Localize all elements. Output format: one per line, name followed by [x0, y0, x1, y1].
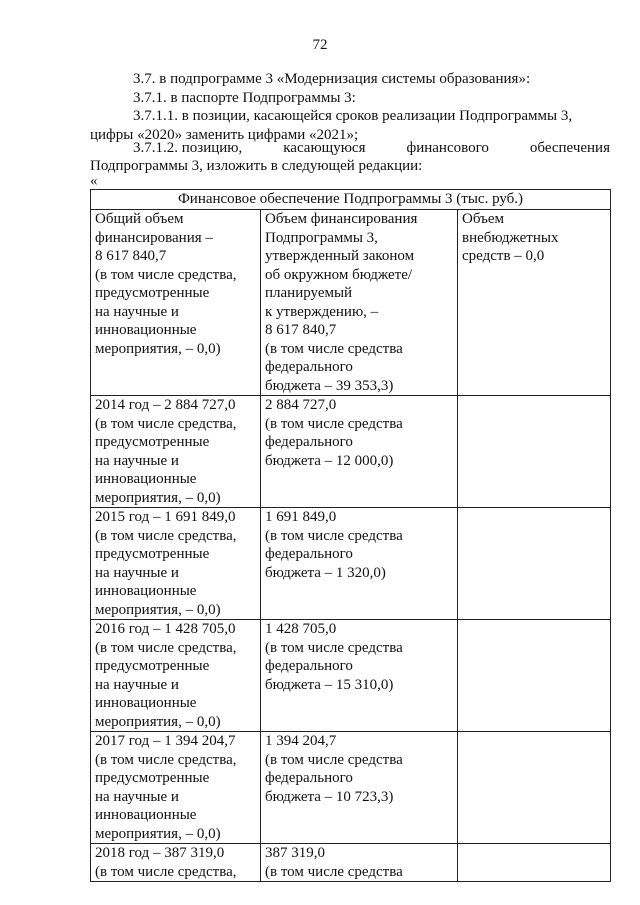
table-caption: Финансовое обеспечение Подпрограммы 3 (тыс. руб.) [91, 190, 611, 210]
table-cell-year: 2016 год – 1 428 705,0 (в том числе средства, предусмотренные на научные и инновационные мероприятия, – 0,0) [91, 620, 261, 732]
table-cell-budget: 387 319,0 (в том числе средства [261, 844, 458, 882]
table-row [91, 620, 611, 732]
paragraph-3-7-1-2-line1 [90, 139, 610, 158]
paragraph-3-7-1-1-line1 [90, 107, 610, 126]
table-cell-budget: 1 691 849,0 (в том числе средства федерального бюджета – 1 320,0) [261, 508, 458, 620]
table-row [91, 396, 611, 508]
paragraph-text: 3.7.1.1. в позиции, касающейся сроков реализации Подпрограммы 3, [133, 108, 573, 124]
paragraph-3-7: 3.7. в подпрограмме 3 «Модернизация системы образования»: [133, 71, 531, 87]
opening-quote: « [90, 173, 98, 189]
paragraph-3-7-1: 3.7.1. в паспорте Подпрограммы 3: [133, 89, 356, 106]
table-cell-year: 2017 год – 1 394 204,7 (в том числе средства, предусмотренные на научные и инновационные мероприятия, – 0,0) [91, 732, 261, 844]
table-caption-row [91, 190, 611, 210]
financing-table [90, 189, 611, 882]
table-row [91, 732, 611, 844]
paragraph-word: касающуюся [283, 140, 366, 156]
table-cell-extrabudget [458, 844, 611, 882]
table-cell-budget: 1 428 705,0 (в том числе средства федерального бюджета – 15 310,0) [261, 620, 458, 732]
table-cell-extrabudget [458, 620, 611, 732]
paragraph-3-7-1-1-line2: цифры «2020» заменить цифрами «2021»; [90, 126, 359, 143]
table-row [91, 210, 611, 396]
table-cell-extrabudget [458, 396, 611, 508]
table-row [91, 844, 611, 882]
paragraph-word: финансового [406, 140, 489, 156]
table-cell-year: 2014 год – 2 884 727,0 (в том числе средства, предусмотренные на научные и инновационные мероприятия, – 0,0) [91, 396, 261, 508]
table-cell-extrabudget: Объем внебюджетных средств – 0,0 [458, 210, 611, 396]
paragraph-word: обеспечения [529, 140, 610, 156]
table-cell-total: Общий объем финансирования – 8 617 840,7 (в том числе средства, предусмотренные на научные и инновационные мероприятия, – 0,0) [91, 210, 261, 396]
paragraph-3-7-1-2-line2: Подпрограммы 3, изложить в следующей редакции: [90, 158, 423, 174]
table-cell-extrabudget [458, 508, 611, 620]
table-cell-budget: Объем финансирования Подпрограммы 3, утвержденный законом об окружном бюджете/ планируемый к утверждению, – 8 617 840,7 (в том числе средства федерального бюджета – 39 353,3) [261, 210, 458, 396]
table-row [91, 508, 611, 620]
table-cell-year: 2015 год – 1 691 849,0 (в том числе средства, предусмотренные на научные и инновационные мероприятия, – 0,0) [91, 508, 261, 620]
table-cell-budget: 1 394 204,7 (в том числе средства федерального бюджета – 10 723,3) [261, 732, 458, 844]
table-cell-year: 2018 год – 387 319,0 (в том числе средства, [91, 844, 261, 882]
table-cell-budget: 2 884 727,0 (в том числе средства федерального бюджета – 12 000,0) [261, 396, 458, 508]
paragraph-word: 3.7.1.2. позицию, [133, 140, 243, 156]
table-cell-extrabudget [458, 732, 611, 844]
page-number: 72 [312, 37, 328, 53]
